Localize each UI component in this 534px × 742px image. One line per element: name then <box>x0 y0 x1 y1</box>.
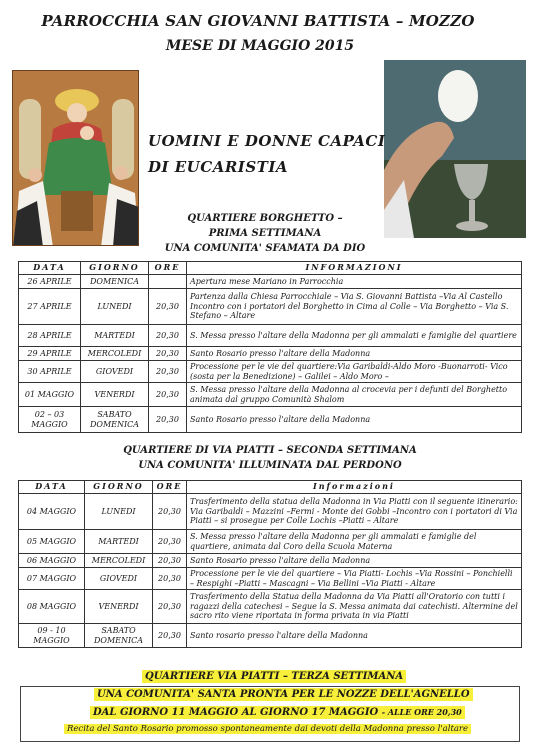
cell-time: 20,30 <box>153 530 187 554</box>
madonna-image <box>12 70 139 246</box>
week3-line2: UNA COMUNITA' SANTA PRONTA PER LE NOZZE DELL'AGNELLO <box>94 688 473 701</box>
week2-line1: QUARTIERE DI VIA PIATTI – SECONDA SETTIMANA <box>123 445 417 456</box>
cell-day: MERCOLEDI <box>81 347 149 361</box>
cell-info: Santo rosario presso l'altare della Madonna <box>187 624 522 648</box>
cell-date: 06 MAGGIO <box>19 554 85 568</box>
col-data: DATA <box>19 481 85 494</box>
cell-day: DOMENICA <box>81 275 149 289</box>
cell-info: S. Messa presso l'altare della Madonna per gli ammalati e famiglie del quartiere, animata dal Coro della Scuola Materna <box>187 530 522 554</box>
cell-time: 20,30 <box>149 361 187 383</box>
cell-info: Trasferimento della Statua della Madonna da Via Piatti all'Oratorio con tutti i ragazzi della catechesi – Segue la S. Messa animata dai catechisti. Altermine del sacro rito viene riportata in forma privata in via Piatti <box>187 590 522 624</box>
table-row <box>19 624 522 648</box>
table-header <box>19 262 522 275</box>
cell-time: 20,30 <box>149 407 187 433</box>
cell-date: 02 – 03 MAGGIO <box>19 407 81 433</box>
eucharist-image <box>384 60 526 238</box>
cell-date: 07 MAGGIO <box>19 568 85 590</box>
week3-time: - ALLE ORE 20,30 <box>381 707 462 717</box>
cell-info: S. Messa presso l'altare della Madonna al crocevia per i defunti del Borghetto animata dal gruppo Comunità Shalom <box>187 383 522 407</box>
table-row <box>19 361 522 383</box>
cell-info: Santo Rosario presso l'altare della Madonna <box>187 407 522 433</box>
week1-line2: PRIMA SETTIMANA <box>208 228 322 239</box>
parish-title: PARROCCHIA SAN GIOVANNI BATTISTA – MOZZO <box>41 12 475 30</box>
cell-date: 09 - 10 MAGGIO <box>19 624 85 648</box>
month-title: MESE DI MAGGIO 2015 <box>165 38 355 54</box>
col-ore: ORE <box>153 481 187 494</box>
cell-time: 20,30 <box>149 289 187 325</box>
table-row <box>19 275 522 289</box>
cell-info: Processione per le vie del quartiere:Via Garibaldi-Aldo Moro -Buonarroti- Vico (sosta per la Benedizione) – Galilei – Aldo Moro – <box>187 361 522 383</box>
cell-date: 05 MAGGIO <box>19 530 85 554</box>
table-row <box>19 590 522 624</box>
table-row <box>19 568 522 590</box>
table-row <box>19 289 522 325</box>
cell-time: 20,30 <box>153 554 187 568</box>
cell-date: 04 MAGGIO <box>19 494 85 530</box>
cell-time: 20,30 <box>149 383 187 407</box>
col-ore: ORE <box>149 262 187 275</box>
week3-line3 <box>90 706 465 719</box>
week1-table <box>18 261 522 433</box>
cell-time: 20,30 <box>153 568 187 590</box>
cell-info: Processione per le vie del quartiere – Via Piatti- Lochis –Via Rossini – Ponchielli – Respighi –Piatti – Mascagni – Via Bellini –Via Piatti - Altare <box>187 568 522 590</box>
cell-day: MARTEDI <box>81 325 149 347</box>
cell-time <box>149 275 187 289</box>
col-informazioni: INFORMAZIONI <box>187 262 522 275</box>
week2-heading <box>60 443 480 473</box>
cell-time: 20,30 <box>153 624 187 648</box>
cell-date: 01 MAGGIO <box>19 383 81 407</box>
cell-day: SABATO DOMENICA <box>81 407 149 433</box>
week3-line4: Recita del Santo Rosario promosso spontaneamente dai devoti della Madonna presso l'altare <box>64 724 471 734</box>
cell-info: S. Messa presso l'altare della Madonna per gli ammalati e famiglie del quartiere <box>187 325 522 347</box>
cell-info: Partenza dalla Chiesa Parrocchiale – Via S. Giovanni Battista –Via Al Castello Incontro con i portatori del Borghetto in Cima al Colle – Via Borghetto – Via S. Stefano – Altare <box>187 289 522 325</box>
cell-date: 28 APRILE <box>19 325 81 347</box>
cell-info: Trasferimento della statua della Madonna in Via Piatti con il seguente itinerario: Via Garibaldi – Mazzini –Fermi - Monte dei Gobbi –Incontro con i portatori di Via Piatti – si prosegue per Colle Lochis –Piatti – Altare <box>187 494 522 530</box>
table-row <box>19 407 522 433</box>
cell-day: GIOVEDI <box>85 568 153 590</box>
table-row <box>19 347 522 361</box>
cell-day: MERCOLEDI <box>85 554 153 568</box>
headline-line1: UOMINI E DONNE CAPACI <box>148 132 386 150</box>
week3-line1: QUARTIERE VIA PIATTI – TERZA SETTIMANA <box>142 670 406 683</box>
cell-day: VENERDI <box>85 590 153 624</box>
cell-day: LUNEDI <box>85 494 153 530</box>
week1-line3: UNA COMUNITA' SFAMATA DA DIO <box>164 243 366 254</box>
headline <box>148 128 388 180</box>
table-header <box>19 481 522 494</box>
cell-time: 20,30 <box>153 494 187 530</box>
col-giorno: GIORNO <box>85 481 153 494</box>
week2-line2: UNA COMUNITA' ILLUMINATA DAL PERDONO <box>138 460 402 471</box>
cell-day: VENERDI <box>81 383 149 407</box>
cell-date: 29 APRILE <box>19 347 81 361</box>
cell-info: Santo Rosario presso l'altare della Madonna <box>187 554 522 568</box>
week1-line1: QUARTIERE BORGHETTO – <box>187 213 343 224</box>
cell-day: LUNEDI <box>81 289 149 325</box>
col-informazioni: Informazioni <box>187 481 522 494</box>
week1-heading <box>150 211 380 256</box>
col-data: DATA <box>19 262 81 275</box>
cell-info: Santo Rosario presso l'altare della Madonna <box>187 347 522 361</box>
week2-table <box>18 480 522 648</box>
cell-time: 20,30 <box>153 590 187 624</box>
cell-date: 30 APRILE <box>19 361 81 383</box>
cell-date: 26 APRILE <box>19 275 81 289</box>
headline-line2: DI EUCARISTIA <box>148 158 288 176</box>
table-row <box>19 530 522 554</box>
cell-time: 20,30 <box>149 325 187 347</box>
table-row <box>19 554 522 568</box>
cell-date: 27 APRILE <box>19 289 81 325</box>
cell-time: 20,30 <box>149 347 187 361</box>
cell-day: SABATO DOMENICA <box>85 624 153 648</box>
table-row <box>19 383 522 407</box>
table-row <box>19 494 522 530</box>
cell-day: GIOVEDI <box>81 361 149 383</box>
cell-day: MARTEDI <box>85 530 153 554</box>
col-giorno: GIORNO <box>81 262 149 275</box>
table-row <box>19 325 522 347</box>
week3-dates: DAL GIORNO 11 MAGGIO AL GIORNO 17 MAGGIO <box>93 707 379 718</box>
cell-date: 08 MAGGIO <box>19 590 85 624</box>
cell-info: Apertura mese Mariano in Parrocchia <box>187 275 522 289</box>
